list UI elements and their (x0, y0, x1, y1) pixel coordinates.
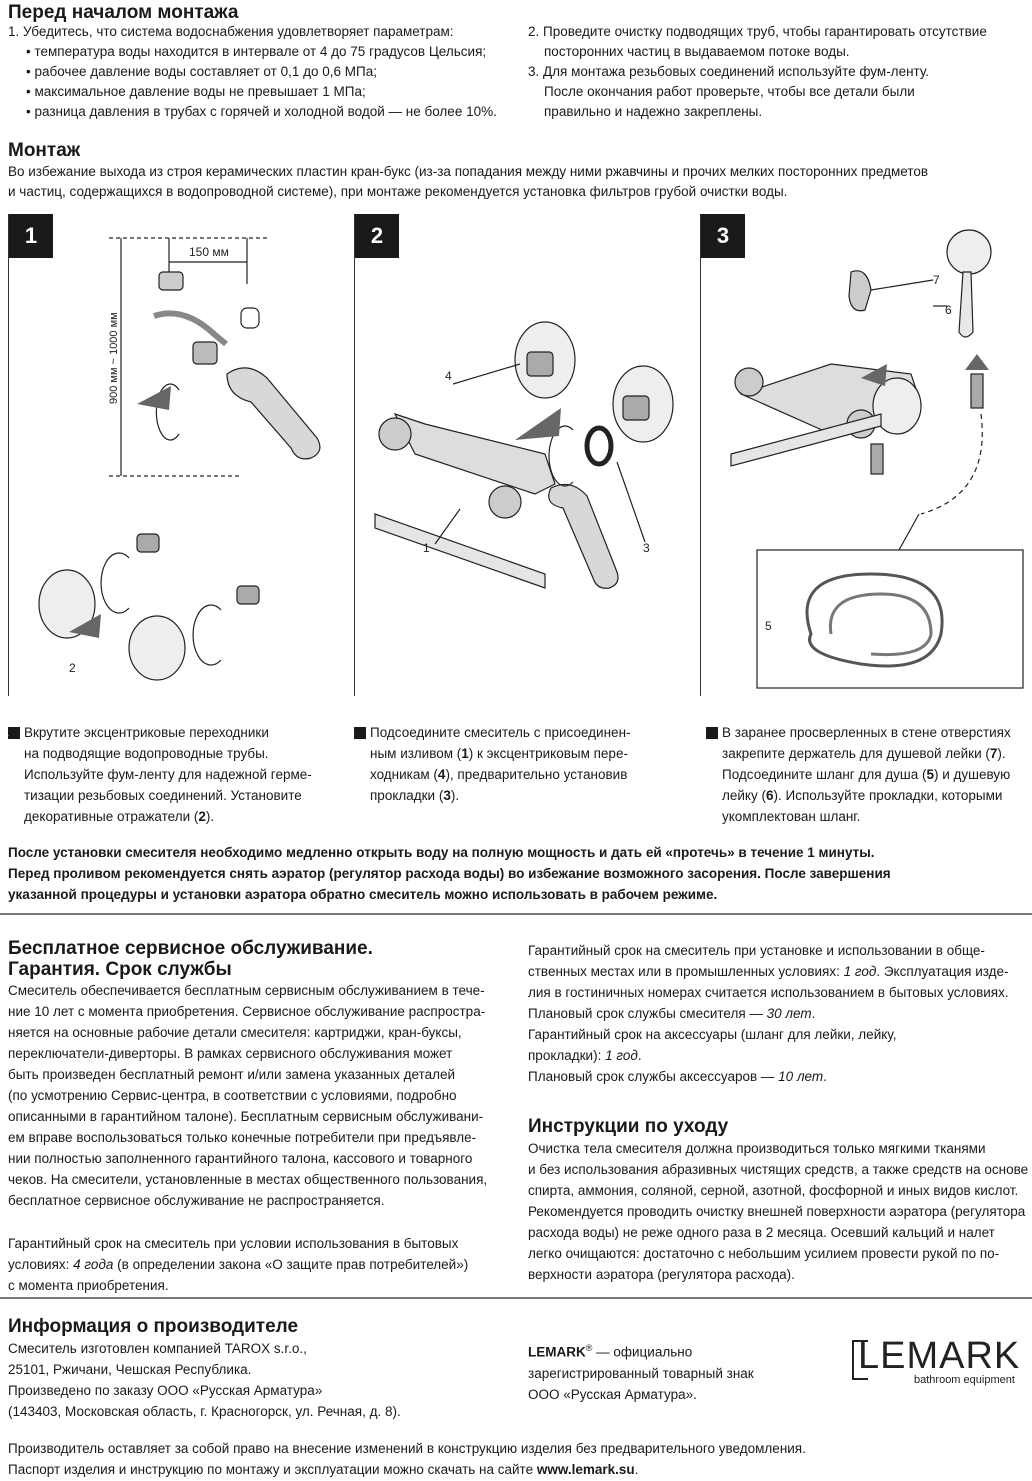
step-1-illustration (9, 214, 329, 696)
mount-intro-line: Во избежание выхода из строя керамических пластин кран-букс (из-за попадания между ними ржавчины и прочих мелких посторонних предметов (8, 164, 929, 179)
step-caption-1: 1 Вкрутите эксцентриковые переходники на подводящие водопроводные трубы. Используйте фум-ленту для надежной герме- тизации резьбовых соединений. Установите декоративные отражатели (2). (3, 725, 312, 824)
before-item-1: 1. Убедитесь, что система водоснабжения удовлетворяет параметрам: (8, 24, 454, 39)
notice-line: После установки смесителя необходимо медленно открыть воду на полную мощность и дать ей «протечь» в течение 1 минуты. (8, 845, 875, 860)
part-label-7: 7 (933, 273, 940, 287)
before-item-2-line: посторонних частиц в выдаваемом потоке воды. (544, 44, 850, 59)
step-caption-3: 3 В заранее просверленных в стене отверстиях закрепите держатель для душевой лейки (7). Подсоедините шланг для душа (5) и душевую лейку (6). Используйте прокладки, которыми укомплектован шланг. (701, 725, 1011, 824)
before-bullet: • разница давления в трубах с горячей и холодной водой — не более 10%. (26, 104, 497, 119)
mount-intro-line: и частиц, содержащихся в водопроводной системе), при монтаже рекомендуется установка фильтров грубой очистки воды. (8, 184, 788, 199)
step-panel-3 (700, 214, 1028, 696)
part-label-2: 2 (69, 661, 76, 675)
notice-block (8, 842, 1028, 905)
section-title-maker: Информация о производителе (8, 1316, 299, 1337)
dim-900-1000: 900 мм ~ 1000 мм (108, 312, 120, 404)
part-label-1: 1 (423, 541, 430, 555)
service-text: Смеситель обеспечивается бесплатным сервисным обслуживанием в тече- ние 10 лет с момента приобретения. Сервисное обслуживание распростра- няется на основные рабочие детали смесителя: картриджи, кран-буксы, переключатели-диверторы. В рамках сервисного обслуживания может быть произведен бесплатный ремонт и/или замена указанных деталей (по усмотрению Сервис-центра, в соответствии с условиями, подробно описанными в гарантийном талоне). Бесплатным сервисным обслуживани- ем вправе воспользоваться только конечные потребители при предъявле- нии полностью заполненного гарантийного талона, кассового и товарного чеков. На смесители, установленные в местах общественного пользования, бесплатное сервисное обслуживание не распространяется. Гарантийный срок на смеситель при условии использования в бытовых условиях: 4 года (в определении закона «О защите прав потребителей») с момента приобретения. (8, 983, 488, 1293)
caption-number: 1 (8, 727, 20, 739)
brand-text: LEMARK® — официально зарегистрированный товарный знак ООО «Русская Арматура». (528, 1343, 754, 1402)
step-number-badge: 3 (701, 214, 745, 258)
caption-number: 3 (706, 727, 718, 739)
section-title-service: Бесплатное сервисное обслуживание. Гарантия. Срок службы (8, 938, 373, 980)
notice-line: Перед проливом рекомендуется снять аэратор (регулятор расхода воды) во избежание возможного засорения. После завершения (8, 866, 891, 881)
divider (0, 1297, 1032, 1299)
before-bullet: • рабочее давление воды составляет от 0,1 до 0,6 МПа; (26, 64, 377, 79)
lemark-logo: LEMARK bathroom equipment (852, 1340, 1028, 1388)
notice-line: указанной процедуры и установки аэратора обратно смеситель можно использовать в рабочем режиме. (8, 887, 718, 902)
part-label-4: 4 (445, 369, 452, 383)
dim-150: 150 мм (189, 245, 229, 259)
part-label-6: 6 (945, 303, 952, 317)
before-left-list (8, 22, 518, 122)
before-item-2-line: 2. Проведите очистку подводящих труб, чтобы гарантировать отсутствие (528, 24, 987, 39)
divider (0, 913, 1032, 915)
section-title-care: Инструкции по уходу (528, 1116, 729, 1137)
footer: Производитель оставляет за собой право на внесение изменений в конструкцию изделия без предварительного уведомления. Паспорт изделия и инструкцию по монтажу и эксплуатации можно скачать на сайте www.lemark.su. (8, 1441, 806, 1477)
section-title-mount: Монтаж (8, 140, 81, 161)
step-caption-2: 2 Подсоедините смеситель с присоединен- ным изливом (1) к эксцентриковым пере- ходникам (4), предварительно установив прокладки (3). (349, 725, 631, 803)
part-label-5: 5 (765, 619, 772, 633)
mount-intro (8, 162, 1028, 202)
before-bullet: • максимальное давление воды не превышает 1 МПа; (26, 84, 366, 99)
warranty-text: Гарантийный срок на смеситель при установке и использовании в обще- ственных местах или в промышленных условиях: 1 год. Эксплуатация изде- лия в гостиничных номерах считается использованием в бытовых условиях. Плановый срок службы смесителя — 30 лет. Гарантийный срок на аксессуары (шланг для лейки, лейку, прокладки): 1 год. Плановый срок службы аксессуаров — 10 лет. (528, 943, 1009, 1084)
caption-number: 2 (354, 727, 366, 739)
step-2-illustration (355, 214, 695, 696)
step-panel-2 (354, 214, 674, 696)
step-number-badge: 2 (355, 214, 399, 258)
maker-text: Смеситель изготовлен компанией TAROX s.r.o., 25101, Ржичани, Чешская Республика. Произведено по заказу ООО «Русская Арматура» (143403, Московская область, г. Красногорск, ул. Речная, д. 8). (8, 1341, 401, 1419)
section-title-before: Перед началом монтажа (8, 2, 239, 23)
website-link[interactable]: www.lemark.su (536, 1462, 635, 1477)
step-number-badge: 1 (9, 214, 53, 258)
before-bullet: • температура воды находится в интервале от 4 до 75 градусов Цельсия; (26, 44, 487, 59)
before-right-list (528, 22, 1028, 122)
before-item-3-line: После окончания работ проверьте, чтобы все детали были (544, 84, 915, 99)
before-item-3-line: правильно и надежно закреплены. (544, 104, 763, 119)
part-label-3: 3 (643, 541, 650, 555)
step-panel-1 (8, 214, 328, 696)
before-item-3-line: 3. Для монтажа резьбовых соединений используйте фум-ленту. (528, 64, 930, 79)
care-text: Очистка тела смесителя должна производиться только мягкими тканями и без использования абразивных чистящих средств, а также средств на основе спирта, аммония, соляной, серной, азотной, фосфорной и иных видов кислот. Рекомендуется проводить очистку внешней поверхности аэратора (регулятора расхода воды) не реже одного раза в 2 месяца. Осевший кальций и налет легко очищаются: достаточно с небольшим усилием провести рукой по по- верхности аэратора (регулятора расхода). (528, 1141, 1029, 1282)
step-3-illustration (701, 214, 1029, 696)
